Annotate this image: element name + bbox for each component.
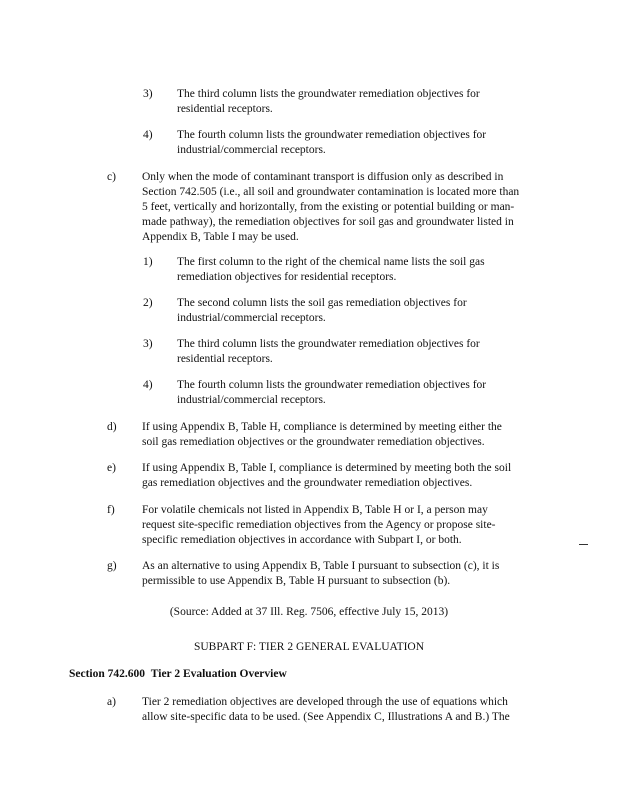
item-label: f)	[107, 504, 115, 516]
text-line: specific remediation objectives in accordance with Subpart I, or both.	[142, 534, 462, 546]
item-text	[142, 461, 511, 491]
item-text	[177, 296, 467, 326]
text-line: residential receptors.	[177, 353, 273, 365]
text-line: Tier 2 remediation objectives are developed through the use of equations which	[142, 696, 508, 708]
text-line: Appendix B, Table I may be used.	[142, 231, 299, 243]
item-label: 4)	[143, 129, 153, 141]
item-label: 1)	[143, 256, 153, 268]
item-text	[142, 170, 519, 245]
text-line: The third column lists the groundwater remediation objectives for	[177, 338, 480, 350]
text-line: soil gas remediation objectives or the groundwater remediation objectives.	[142, 436, 485, 448]
text-line: industrial/commercial receptors.	[177, 312, 326, 324]
item-text	[177, 87, 480, 117]
text-line: The second column lists the soil gas remediation objectives for	[177, 297, 467, 309]
item-text	[177, 255, 485, 285]
item-text	[177, 337, 480, 367]
source-note: (Source: Added at 37 Ill. Reg. 7506, effective July 15, 2013)	[169, 606, 449, 618]
section-title: Tier 2 Evaluation Overview	[150, 668, 287, 680]
text-line: Only when the mode of contaminant transport is diffusion only as described in	[142, 171, 504, 183]
text-line: 5 feet, vertically and horizontally, from the existing or potential building or man-	[142, 201, 515, 213]
item-text	[142, 503, 496, 548]
text-line: gas remediation objectives and the groundwater remediation objectives.	[142, 477, 473, 489]
text-line: The fourth column lists the groundwater remediation objectives for	[177, 379, 487, 391]
text-line: residential receptors.	[177, 103, 273, 115]
item-label: a)	[107, 696, 116, 708]
item-label: 3)	[143, 88, 153, 100]
text-line: industrial/commercial receptors.	[177, 394, 326, 406]
text-line: The first column to the right of the chemical name lists the soil gas	[177, 256, 485, 268]
text-line: For volatile chemicals not listed in Appendix B, Table H or I, a person may	[142, 504, 488, 516]
text-line: made pathway), the remediation objectives for soil gas and groundwater listed in	[142, 216, 514, 228]
text-line: allow site-specific data to be used. (See Appendix C, Illustrations A and B.) The	[142, 711, 510, 723]
text-line: The fourth column lists the groundwater remediation objectives for	[177, 129, 487, 141]
item-text	[177, 128, 486, 158]
item-label: 4)	[143, 379, 153, 391]
item-text	[177, 378, 486, 408]
text-line: As an alternative to using Appendix B, Table I pursuant to subsection (c), it is	[142, 560, 500, 572]
item-label: c)	[107, 171, 116, 183]
text-line: permissible to use Appendix B, Table H pursuant to subsection (b).	[142, 575, 451, 587]
text-line: Section 742.505 (i.e., all soil and groundwater contamination is located more than	[142, 186, 520, 198]
section-heading	[69, 667, 287, 682]
item-text	[142, 559, 499, 589]
text-line: request site-specific remediation objectives from the Agency or propose site-	[142, 519, 496, 531]
item-label: d)	[107, 421, 117, 433]
text-line: industrial/commercial receptors.	[177, 144, 326, 156]
item-label: 3)	[143, 338, 153, 350]
text-line: The third column lists the groundwater remediation objectives for	[177, 88, 480, 100]
item-label: g)	[107, 560, 117, 572]
item-label: e)	[107, 462, 116, 474]
text-line: If using Appendix B, Table H, compliance is determined by meeting either the	[142, 421, 502, 433]
item-text	[142, 695, 510, 725]
item-label: 2)	[143, 297, 153, 309]
item-text	[142, 420, 502, 450]
section-number: Section 742.600	[69, 668, 146, 680]
subpart-title: SUBPART F: TIER 2 GENERAL EVALUATION	[193, 641, 425, 653]
text-line: If using Appendix B, Table I, compliance is determined by meeting both the soil	[142, 462, 512, 474]
margin-dash-mark	[579, 544, 588, 545]
text-line: remediation objectives for residential receptors.	[177, 271, 397, 283]
